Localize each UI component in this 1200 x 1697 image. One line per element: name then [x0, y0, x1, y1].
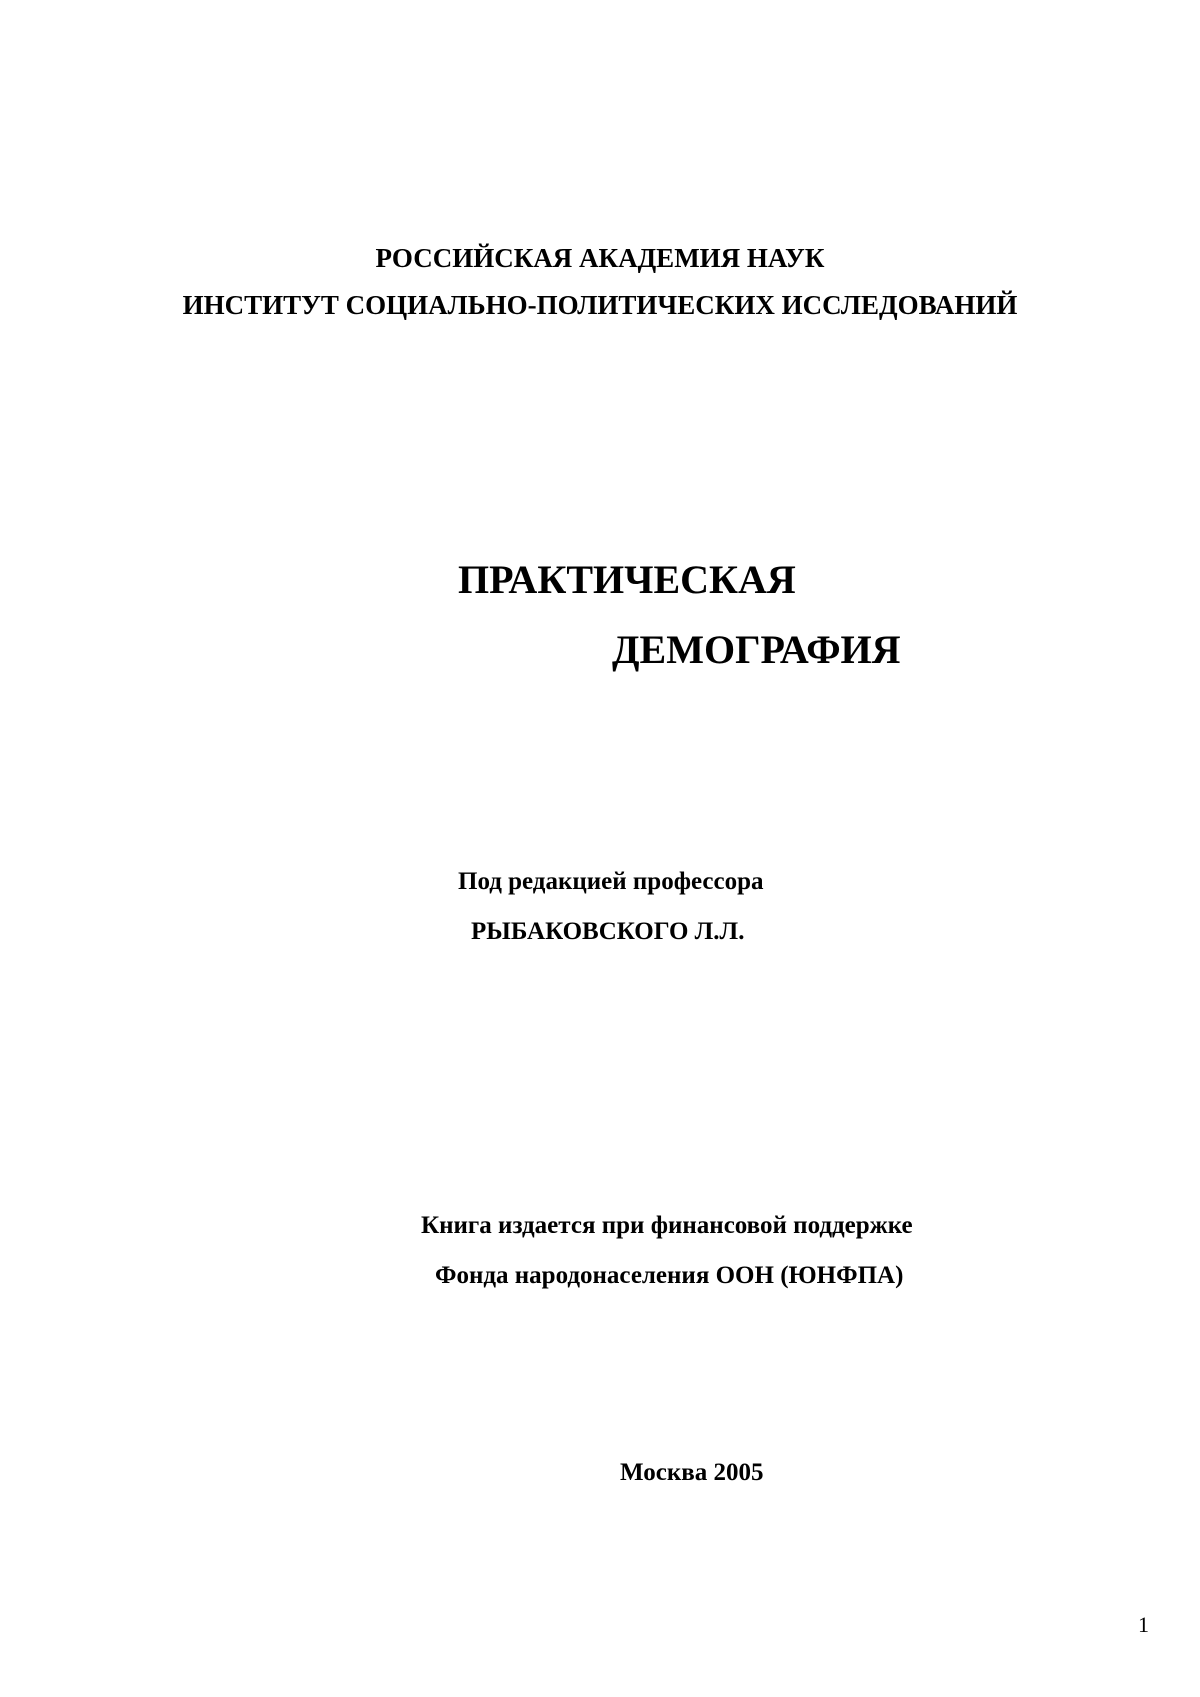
- book-title-line1: ПРАКТИЧЕСКАЯ: [458, 557, 796, 602]
- page-number: 1: [1138, 1612, 1149, 1637]
- funding-line1: Книга издается при финансовой поддержке: [421, 1212, 913, 1239]
- funding-line2: Фонда народонаселения ООН (ЮНФПА): [435, 1262, 904, 1289]
- book-title-line2: ДЕМОГРАФИЯ: [612, 627, 901, 672]
- org-line-academy: РОССИЙСКАЯ АКАДЕМИЯ НАУК: [375, 243, 825, 273]
- editor-name: РЫБАКОВСКОГО Л.Л.: [471, 918, 745, 945]
- org-line-institute: ИНСТИТУТ СОЦИАЛЬНО-ПОЛИТИЧЕСКИХ ИССЛЕДОВАНИЙ: [182, 290, 1018, 320]
- editor-caption: Под редакцией профессора: [458, 868, 764, 895]
- imprint-city-year: Москва 2005: [620, 1459, 764, 1486]
